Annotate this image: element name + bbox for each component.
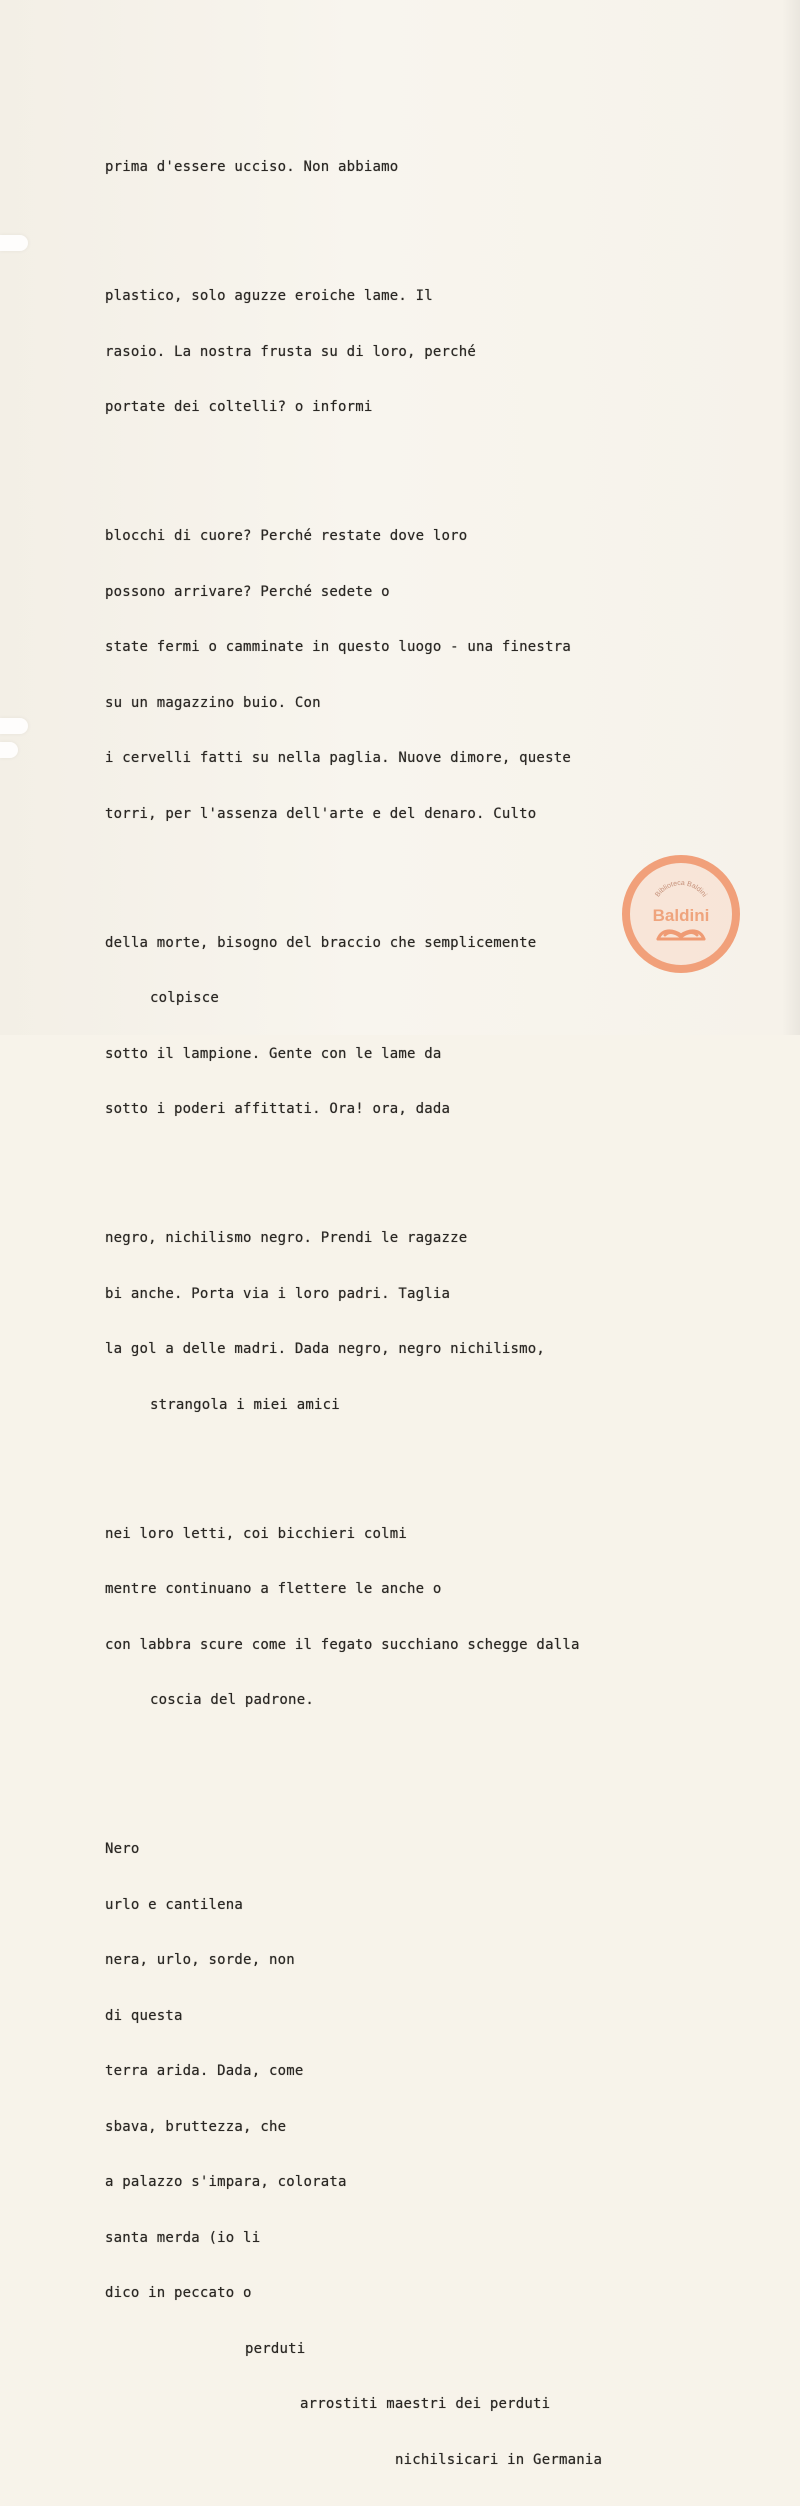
poem-line: bi anche. Porta via i loro padri. Taglia: [105, 1285, 451, 1302]
stamp-arc-text: Biblioteca Baldini: [654, 879, 708, 899]
poem-line: sbava, bruttezza, che: [105, 2118, 287, 2135]
poem-line: urlo e cantilena: [105, 1896, 244, 1913]
poem-line: sotto il lampione. Gente con le lame da: [105, 1045, 442, 1062]
poem-line: la gol a delle madri. Dada negro, negro nichilismo,: [105, 1341, 546, 1357]
poem-line: blocchi di cuore? Perché restate dove loro: [105, 528, 468, 544]
poem-line: possono arrivare? Perché sedete o: [105, 583, 390, 600]
poem-line: nera, urlo, sorde, non: [105, 1952, 295, 1968]
stanza-gap: [105, 454, 725, 472]
poem-line: torri, per l'assenza dell'arte e del denaro. Culto: [105, 805, 537, 822]
poem-line: i cervelli fatti su nella paglia. Nuove dimore, queste: [105, 750, 571, 766]
poem-line-indented: nichilsicari in Germania: [395, 2451, 603, 2468]
poem-line: della morte, bisogno del braccio che semplicemente: [105, 934, 537, 951]
open-book-icon: [658, 931, 704, 939]
stanza-gap: [105, 1747, 725, 1785]
stanza-gap: [105, 214, 725, 232]
poem-line: con labbra scure come il fegato succhiano schegge dalla: [105, 1636, 580, 1653]
poem-line: mentre continuano a flettere le anche o: [105, 1581, 442, 1597]
poem-line: plastico, solo aguzze eroiche lame. Il: [105, 288, 433, 304]
poem-line: su un magazzino buio. Con: [105, 694, 321, 711]
poem-line: state fermi o camminate in questo luogo - una finestra: [105, 639, 571, 655]
stamp-label: Baldini: [652, 906, 710, 925]
poem-line: negro, nichilismo negro. Prendi le ragazze: [105, 1230, 468, 1246]
poem-line: santa merda (io li: [105, 2229, 261, 2246]
poem-line: terra arida. Dada, come: [105, 2063, 304, 2079]
poem-line-indented: arrostiti maestri dei perduti: [300, 2396, 551, 2412]
poem-line-indented: coscia del padrone.: [150, 1692, 314, 1708]
poem-line: Nero: [105, 1841, 140, 1857]
stanza-gap: [105, 1451, 725, 1469]
poem-line: nei loro letti, coi bicchieri colmi: [105, 1525, 408, 1542]
poem-line-indented: strangola i miei amici: [150, 1396, 340, 1413]
library-stamp-graphic: [630, 863, 732, 965]
poem-line: portate dei coltelli? o informi: [105, 399, 373, 415]
poem-line: dico in peccato o: [105, 2285, 252, 2301]
library-stamp: [622, 855, 740, 973]
poem-line: sotto i poderi affittati. Ora! ora, dada: [105, 1101, 451, 1117]
typewritten-poem: [105, 121, 725, 2506]
poem-line: rasoio. La nostra frusta su di loro, perché: [105, 343, 477, 360]
punch-hole-mark: [0, 742, 18, 758]
punch-hole-mark: [0, 718, 28, 734]
punch-hole-mark: [0, 235, 28, 251]
poem-line: prima d'essere ucciso. Non abbiamo: [105, 159, 399, 175]
poem-line-indented: perduti: [245, 2340, 306, 2357]
stanza-gap: [105, 1156, 725, 1174]
poem-line-indented: colpisce: [150, 990, 220, 1006]
poem-line: di questa: [105, 2007, 183, 2024]
poem-line: a palazzo s'impara, colorata: [105, 2174, 347, 2190]
paper-edge-shadow: [782, 0, 800, 1035]
